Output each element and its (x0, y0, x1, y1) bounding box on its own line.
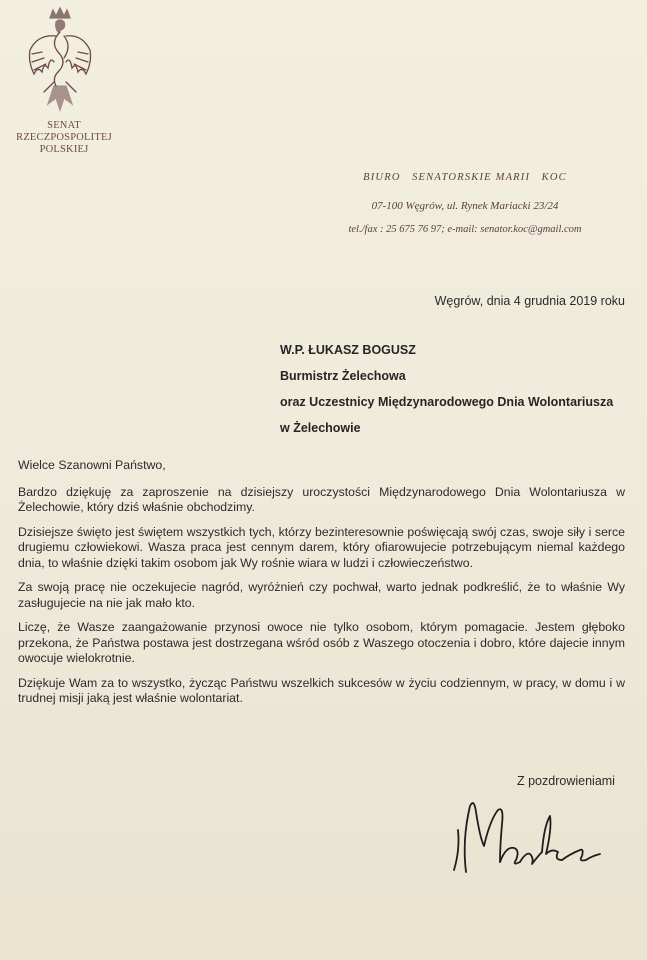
office-address: 07-100 Węgrów, ul. Rynek Mariacki 23/24 (371, 200, 559, 212)
recipient-line: W.P. ŁUKASZ BOGUSZ (280, 343, 416, 357)
recipient-block (280, 340, 640, 444)
institution-line: RZECZPOSPOLITEJ (16, 132, 112, 143)
institution-line: SENAT (47, 120, 81, 131)
body-paragraph: Liczę, że Wasze zaangażowanie przynosi owoce nie tylko osobom, którym pomagacie. Jestem głęboko przekona, że Państwa postawa jest dostrzegana wśród osób z Waszego otoczenia i dobro, które dajecie innym owocuje wielokrotnie. (18, 620, 625, 665)
office-contact: tel./fax : 25 675 76 97; e-mail: senator.koc@gmail.com (348, 224, 582, 235)
body-paragraph: Bardzo dziękuję za zaproszenie na dzisiejszy uroczystości Międzynarodowego Dnia Wolontariusza w Żelechowie, który dziś właśnie obchodzimy. (18, 484, 625, 514)
recipient-line: oraz Uczestnicy Międzynarodowego Dnia Wolontariusza (280, 395, 614, 409)
letter-body (18, 458, 625, 716)
letter-date: Węgrów, dnia 4 grudnia 2019 roku (434, 294, 625, 308)
eagle-emblem-icon (20, 6, 100, 118)
body-paragraph: Dziękuje Wam za to wszystko, życząc Państwu wszelkich sukcesów w życiu codziennym, w pracy, w domu i w trudnej misji jaką jest właśnie wolontariat. (18, 675, 625, 705)
institution-line: POLSKIEJ (39, 144, 89, 155)
office-title: BIURO SENATORSKIE MARII KOC (363, 172, 567, 183)
body-paragraph: Dzisiejsze święto jest świętem wszystkich tych, którzy bezinteresownie poświęcają swój czas, swoje siły i serce drugiemu człowiekowi. Wasza praca jest cennym darem, który ofiarowujecie potrzebującym niemal każdego dnia, to właśnie dzięki takim osobom jak Wy rośnie wiara w ludzi i człowieczeństwo. (18, 524, 625, 570)
office-header (320, 172, 610, 238)
institution-name (8, 120, 120, 156)
body-paragraph: Za swoją pracę nie oczekujecie nagród, wyróżnień czy pochwał, warto jednak podkreślić, że to właśnie Wy zasługujecie na nie jak mało kto. (18, 580, 625, 610)
closing-phrase: Z pozdrowieniami (517, 774, 615, 788)
handwritten-signature (440, 790, 610, 880)
greeting: Wielce Szanowni Państwo, (18, 458, 166, 472)
recipient-line: Burmistrz Żelechowa (280, 369, 406, 383)
recipient-line: w Żelechowie (280, 421, 361, 435)
